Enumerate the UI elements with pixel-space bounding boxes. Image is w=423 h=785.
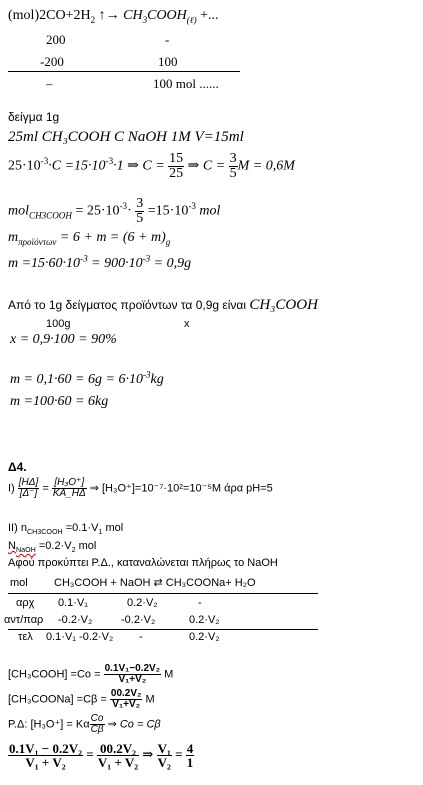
conc-part-c: ·C =15·10 [48, 158, 106, 174]
co-num: 0.1V₁−0.2V₂ [104, 663, 161, 674]
conclusion-text: Από το 1g δείγματος προϊόντων τα 0,9g είναι [8, 298, 250, 312]
part-i-frac2-num: [H₃O⁺] [52, 478, 87, 489]
moles-part-c: · [127, 203, 132, 219]
final-equation [8, 742, 194, 769]
table-header-reaction-text: CH₃COOH + NaOH ⇄ CH₃COONa+ H₂O [54, 577, 256, 589]
reaction-row3-right: 100 mol ...... [153, 76, 219, 91]
conc-frac2-den: 5 [229, 166, 237, 181]
conc-part-f: ⇒ C = [184, 158, 226, 174]
cb-unit: M [142, 693, 155, 706]
equation-arrow: ↑→ [95, 8, 124, 23]
pd-den: Cβ [90, 724, 104, 735]
product-mass-unit: g [165, 236, 171, 247]
ii-line3: Αφού προκύπτει Ρ.Δ., καταναλώνεται πλήρως το NaOH [8, 557, 278, 569]
table-cell: -0.2·V₂ [121, 614, 156, 626]
mass-sup-1: -3 [80, 253, 88, 264]
proportion-x: x [184, 318, 190, 330]
co-line [8, 664, 173, 685]
co-label: [CH₃COOH] =Co = [8, 668, 104, 681]
equation-product-subscript: 3 [142, 14, 148, 25]
part-i-equals: = [39, 482, 52, 495]
pd-num: Co [90, 713, 104, 724]
mass-part-c: = 0,9g [150, 256, 192, 271]
final-num2: 00.2V₂ [97, 742, 139, 756]
moles-frac-den: 5 [136, 211, 144, 226]
equation-prefix: (mol)2CO+2H [8, 8, 91, 23]
reaction-row3-left: – [46, 76, 53, 91]
mass-sup-2: -3 [142, 253, 151, 264]
final-num3: V₁ [157, 741, 171, 756]
ii-line2-sub2: 2 [71, 546, 76, 555]
ii-line2-c: mol [75, 540, 97, 552]
final-equals-2: = [171, 746, 186, 762]
reaction-row2-left: -200 [40, 54, 64, 69]
product-mass-line [8, 230, 170, 247]
moles-subscript: CH3COOH [29, 210, 72, 221]
equation-product-rest: COOH [147, 8, 187, 23]
table-header-rule [8, 593, 318, 594]
conclusion-line [8, 296, 318, 314]
ii-line2-b: =0.2·V [35, 540, 72, 552]
ii-line1-sub: CH3COOH [26, 528, 63, 537]
mass-part-a: m =15·60·10 [8, 256, 81, 271]
table-cell: - [139, 631, 143, 643]
final-den3: V₂ [157, 755, 171, 770]
table-row-label: αντ/παρ [4, 614, 44, 626]
product-mass-expression: = 6 + m = (6 + m) [56, 230, 166, 245]
part-i-frac1-den: [Δ⁻] [19, 488, 38, 499]
moles-sup-1: -3 [119, 201, 128, 212]
table-cell: 0.1·V₁ [58, 597, 89, 609]
pd-result: ⇒ Co = Cβ [104, 718, 161, 731]
sample-heading: δείγμα 1g [8, 110, 60, 124]
final-equals: = [82, 746, 97, 762]
proportion-100g: 100g [46, 318, 71, 330]
product-mass-label: m [8, 230, 19, 245]
reaction-row1-left: 200 [46, 32, 66, 47]
table-cell: -0.2·V₂ [58, 614, 93, 626]
mass-kg-part-b: kg [150, 372, 164, 387]
mass-kg-part-a: m = 0,1·60 = 6g = 6·10 [10, 372, 143, 387]
pd-line [8, 714, 161, 735]
final-den2: V₁ + V₂ [97, 755, 139, 770]
conc-frac1-den: 25 [169, 166, 184, 181]
conc-sup-1: -3 [40, 156, 49, 167]
sample-line1: 25ml CH₃COOH C NaOH 1M V=15ml [8, 129, 244, 145]
reaction-row1-right: - [165, 32, 170, 47]
table-cell: - [198, 597, 202, 609]
conc-part-e: ·1 ⇒ C = [113, 158, 165, 174]
mass-kg-line2: m =100·60 = 6kg [10, 394, 109, 409]
cb-line [8, 689, 155, 710]
table-row-rule [8, 629, 318, 630]
equation-tail: +... [196, 8, 219, 23]
table-row-label: τελ [18, 631, 33, 643]
final-num4: 4 [186, 741, 194, 756]
mass-kg-sup: -3 [142, 369, 151, 380]
conc-part-g: M = 0,6M [237, 158, 295, 174]
section-title: Δ4. [8, 460, 27, 474]
moles-part-d: =15·10 [144, 203, 189, 219]
reaction-equation [8, 8, 219, 25]
concentration-line [8, 152, 295, 181]
moles-line [8, 197, 220, 226]
pd-label: Ρ.Δ: [H₃O⁺] = Kα [8, 718, 90, 731]
co-den: V₁+V₂ [118, 674, 147, 685]
part-i-frac1-num: [HΔ] [18, 477, 39, 488]
table-cell: 0.2·V₂ [127, 597, 158, 609]
final-num1: 0.1V₁ − 0.2V₂ [9, 741, 82, 756]
ii-line2-a: N [8, 540, 16, 552]
reaction-row2-right: 100 [158, 54, 178, 69]
ii-line1-sub2: 1 [98, 528, 103, 537]
cb-den: V₁+V₂ [112, 699, 141, 710]
equation-product: CH [123, 8, 143, 23]
moles-frac-num: 3 [136, 196, 144, 211]
conc-frac2-num: 3 [229, 151, 237, 166]
d4-part-i [8, 478, 273, 499]
ii-line1 [8, 522, 123, 535]
conclusion-compound: CH₃COOH [249, 297, 318, 313]
part-i-label: I) [8, 482, 18, 495]
percent-line: x = 0,9·100 = 90% [10, 332, 117, 347]
final-arrow: ⇒ [139, 746, 157, 762]
ii-line1-c: mol [102, 522, 124, 534]
ii-line1-b: =0.1·V [62, 522, 99, 534]
reaction-divider [8, 71, 240, 72]
table-cell: 0.1·V₁ -0.2·V₂ [46, 631, 114, 643]
final-den4: 1 [186, 755, 194, 770]
mass-kg-line1 [10, 369, 164, 389]
table-cell: 0.2·V₂ [189, 631, 220, 643]
cb-num: 00.2V₂ [110, 688, 142, 699]
table-cell: 0.2·V₂ [189, 614, 220, 626]
equation-product-state: (ℓ) [186, 14, 197, 25]
conc-frac1-num: 15 [169, 151, 184, 166]
mass-line [8, 253, 192, 273]
table-header-mol: mol [10, 577, 28, 589]
moles-label: mol [8, 203, 29, 219]
moles-part-e: mol [195, 203, 221, 219]
ii-line2-sub: NaOH [15, 546, 36, 555]
table-row-label: αρχ [16, 597, 35, 609]
conc-part-a: 25·10 [8, 158, 41, 174]
ii-line1-a: II) n [8, 522, 27, 534]
part-i-frac2-den: KA_HΔ [52, 488, 86, 499]
mass-part-b: = 900·10 [87, 256, 143, 271]
final-den1: V₁ + V₂ [25, 755, 66, 770]
equation-h2-subscript: 2 [90, 14, 96, 25]
moles-sup-2: -3 [188, 201, 196, 212]
cb-label: [CH₃COONa] =Cβ = [8, 693, 110, 706]
moles-part-b: = 25·10 [71, 203, 120, 219]
ii-line2 [8, 540, 96, 553]
product-mass-subscript: προϊόντων [18, 236, 57, 247]
co-unit: M [161, 668, 174, 681]
table-header-reaction [54, 577, 256, 590]
part-i-result: ⇒ [H₃O⁺]=10⁻⁷·10²=10⁻⁵M άρα pH=5 [86, 482, 273, 495]
conc-sup-2: -3 [105, 156, 114, 167]
